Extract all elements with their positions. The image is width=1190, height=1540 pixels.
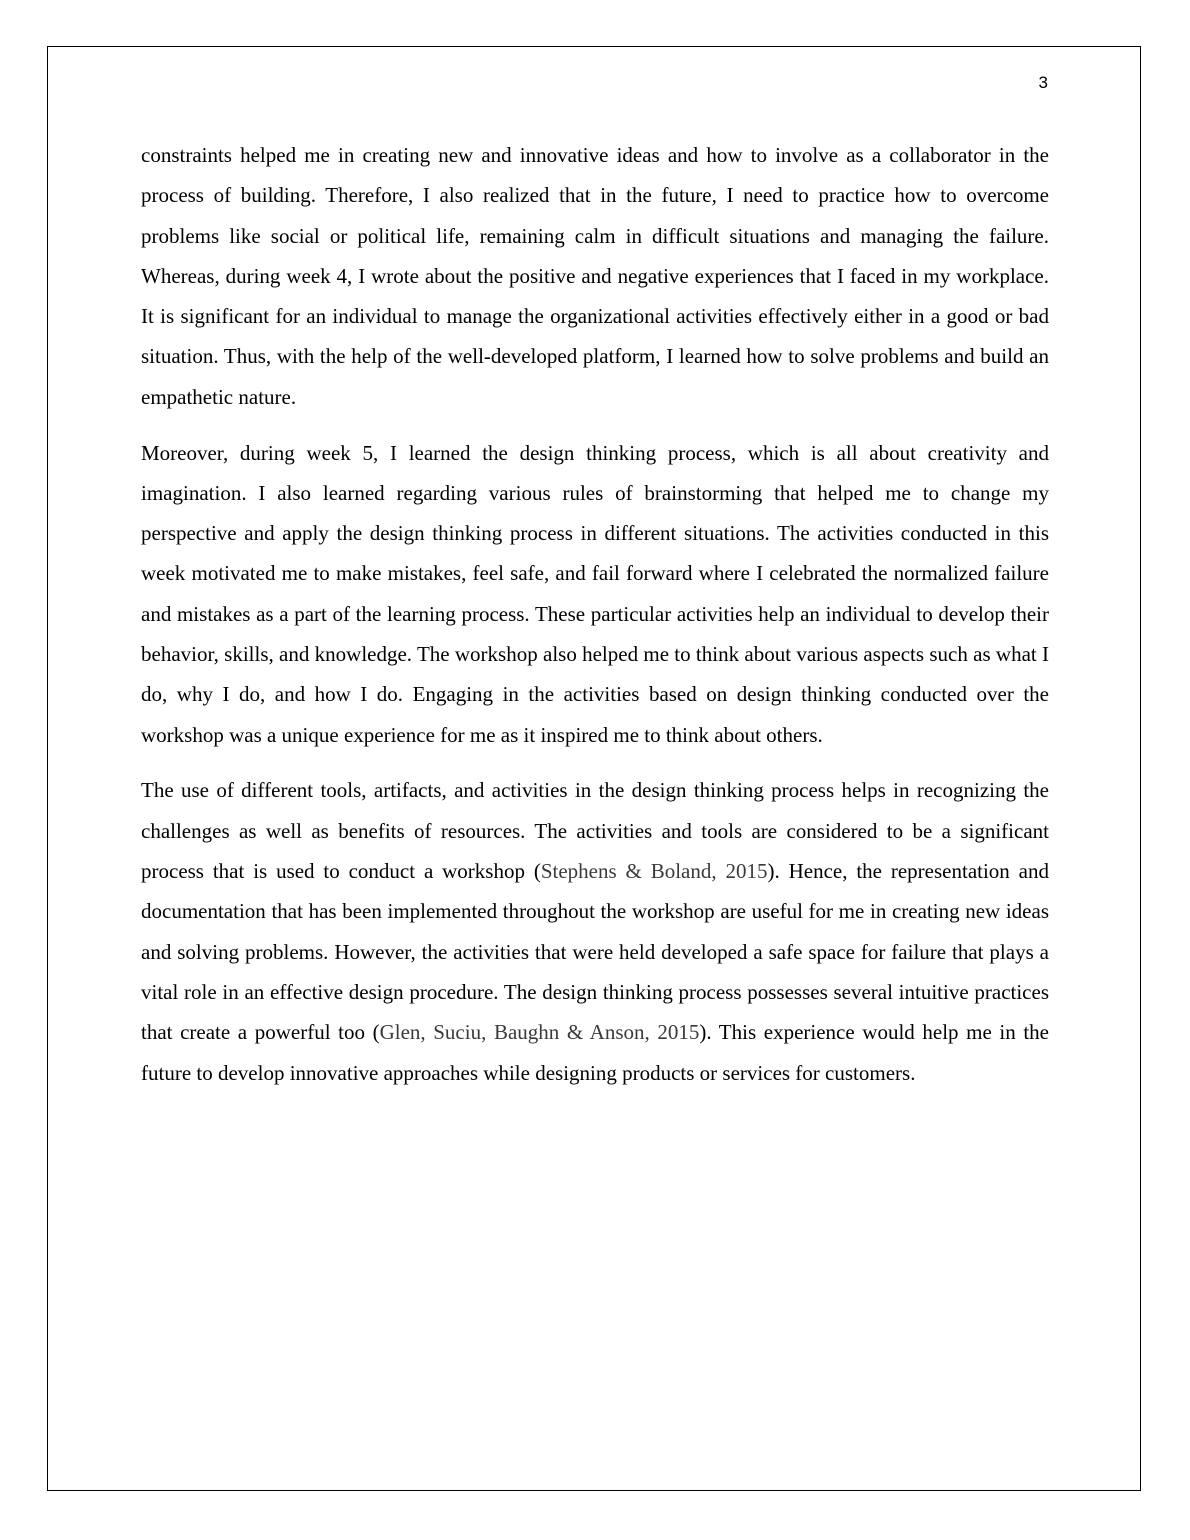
- paragraph-3-text-a: The use of different tools, artifacts, and activities in the design thinking process helps in recognizing the challenges as well as benefits of resources. The activities and tools are considered to be a significant process that is used to conduct a workshop (: [141, 778, 1049, 884]
- paragraph-1: constraints helped me in creating new and innovative ideas and how to involve as a collaborator in the process of building. Therefore, I also realized that in the future, I need to practice how to overcome problems like social or political life, remaining calm in difficult situations and managing the failure. Whereas, during week 4, I wrote about the positive and negative experiences that I faced in my workplace. It is significant for an individual to manage the organizational activities effectively either in a good or bad situation. Thus, with the help of the well-developed platform, I learned how to solve problems and build an empathetic nature.: [141, 143, 1049, 409]
- paragraph-3-text-b: ). Hence, the representation and documentation that has been implemented throughout the workshop are useful for me in creating new ideas and solving problems. However, the activities that were held developed a safe space for failure that plays a vital role in an effective design procedure. The design thinking process possesses several intuitive practices that create a powerful too (: [141, 859, 1049, 1045]
- citation-glen-et-al: Glen, Suciu, Baughn & Anson, 2015: [379, 1020, 700, 1045]
- document-body: [141, 135, 1049, 1108]
- document-page: [47, 46, 1141, 1491]
- citation-stephens-boland: Stephens & Boland, 2015: [540, 859, 768, 884]
- paragraph-3-text-c: ). This experience would help me in the future to develop innovative approaches while designing products or services for customers.: [141, 1020, 1049, 1085]
- paragraph-3: [141, 770, 1049, 1092]
- paragraph-2: Moreover, during week 5, I learned the design thinking process, which is all about creativity and imagination. I also learned regarding various rules of brainstorming that helped me to change my perspective and apply the design thinking process in different situations. The activities conducted in this week motivated me to make mistakes, feel safe, and fail forward where I celebrated the normalized failure and mistakes as a part of the learning process. These particular activities help an individual to develop their behavior, skills, and knowledge. The workshop also helped me to think about various aspects such as what I do, why I do, and how I do. Engaging in the activities based on design thinking conducted over the workshop was a unique experience for me as it inspired me to think about others.: [141, 440, 1049, 747]
- page-number: 3: [1038, 73, 1048, 92]
